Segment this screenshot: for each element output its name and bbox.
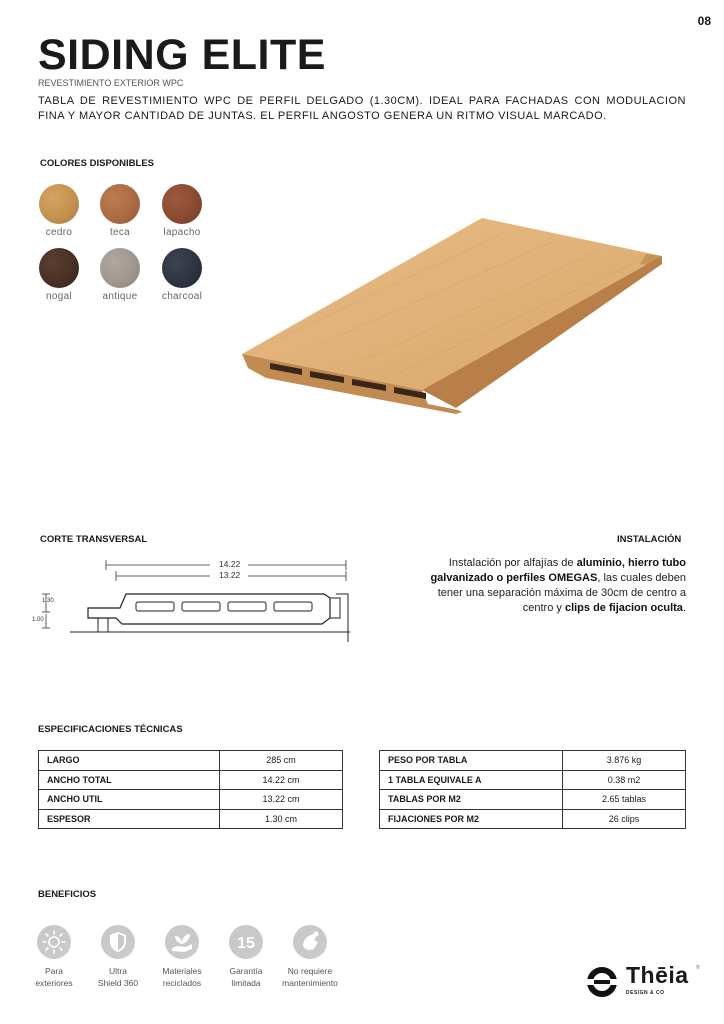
- recycle-hand-icon: [164, 924, 200, 960]
- spec-value: 26 clips: [563, 809, 686, 829]
- shield-icon: [100, 924, 136, 960]
- swatch-label: antique: [102, 291, 138, 302]
- colors-heading: COLORES DISPONIBLES: [40, 158, 155, 169]
- swatch-label: lapacho: [163, 227, 201, 238]
- specs-table-left: [38, 750, 343, 829]
- spec-value: 2.65 tablas: [563, 790, 686, 810]
- color-swatch-charcoal: [151, 248, 213, 302]
- page-title: SIDING ELITE: [38, 31, 326, 79]
- swatch-label: nogal: [46, 291, 72, 302]
- spec-value: 285 cm: [220, 751, 343, 771]
- install-bold-1: aluminio, hierro tubo galvanizado o perfiles OMEGAS: [430, 557, 686, 584]
- swatch-label: teca: [109, 227, 131, 238]
- spec-value: 3.876 kg: [563, 751, 686, 771]
- spec-label: ESPESOR: [39, 809, 220, 829]
- swatch-circle: [100, 184, 140, 224]
- spec-label: FIJACIONES POR M2: [380, 809, 563, 829]
- install-text-2: , las cuales deben tener una separación máxima de 30cm de centro a centro y: [437, 572, 686, 614]
- spec-value: 14.22 cm: [220, 770, 343, 790]
- swatch-circle: [162, 184, 202, 224]
- benefit-shield: [82, 924, 154, 989]
- installation-text: [414, 556, 686, 616]
- brand-logo: [586, 962, 706, 1004]
- benefit-label: Materiales reciclados: [162, 966, 202, 988]
- install-bold-2: clips de fijacion oculta: [564, 602, 683, 614]
- table-row: [39, 790, 343, 810]
- specs-table-right: [379, 750, 686, 829]
- sun-snow-icon: [36, 924, 72, 960]
- swatch-label: cedro: [45, 227, 73, 238]
- benefit-garantia: [210, 924, 282, 989]
- table-row: [380, 809, 686, 829]
- color-swatch-cedro: [28, 184, 90, 238]
- swatch-circle: [39, 248, 79, 288]
- no-maintenance-icon: [292, 924, 328, 960]
- benefit-label: Para exteriores: [35, 966, 73, 988]
- subtitle: REVESTIMIENTO EXTERIOR WPC: [38, 78, 184, 88]
- spec-value: 1.30 cm: [220, 809, 343, 829]
- product-description: TABLA DE REVESTIMIENTO WPC DE PERFIL DELGADO (1.30CM). IDEAL PARA FACHADAS CON MODULACION FINA Y MAYOR CANTIDAD DE JUNTAS. EL PERFIL ANGOSTO GENERA UN RITMO VISUAL MARCADO.: [38, 95, 686, 122]
- color-swatch-nogal: [28, 248, 90, 302]
- dim-height-2: 1.00: [32, 617, 44, 623]
- table-row: [39, 809, 343, 829]
- table-row: [380, 790, 686, 810]
- warranty-15-icon: [228, 924, 264, 960]
- spec-label: ANCHO UTIL: [39, 790, 220, 810]
- table-row: [380, 751, 686, 771]
- page-number: 08: [697, 14, 711, 28]
- swatch-circle: [162, 248, 202, 288]
- swatch-label: charcoal: [161, 291, 203, 302]
- color-swatch-lapacho: [151, 184, 213, 238]
- spec-label: PESO POR TABLA: [380, 751, 563, 771]
- cross-section-drawing: [30, 552, 354, 648]
- spec-label: TABLAS POR M2: [380, 790, 563, 810]
- benefit-reciclados: [146, 924, 218, 989]
- color-swatch-antique: [89, 248, 151, 302]
- benefit-mantenimiento: [274, 924, 346, 989]
- install-text-1: Instalación por alfajías de: [448, 557, 577, 569]
- benefits-heading: BENEFICIOS: [38, 889, 97, 900]
- table-row: [39, 751, 343, 771]
- table-row: [39, 770, 343, 790]
- spec-label: LARGO: [39, 751, 220, 771]
- spec-value: 0.38 m2: [563, 770, 686, 790]
- table-row: [380, 770, 686, 790]
- benefit-exteriores: [18, 924, 90, 989]
- benefit-label: Garantía limitada: [229, 966, 263, 988]
- benefit-label: No requiere mantenimiento: [282, 966, 338, 988]
- warranty-badge-text: 15: [237, 935, 255, 952]
- spec-label: ANCHO TOTAL: [39, 770, 220, 790]
- logo-registered: ®: [696, 965, 700, 971]
- swatch-circle: [39, 184, 79, 224]
- dim-util: 13.22: [219, 570, 241, 580]
- cross-section-heading: CORTE TRANSVERSAL: [40, 534, 148, 545]
- logo-mark-icon: [586, 966, 618, 998]
- logo-tagline: DESIGN & CO: [626, 990, 665, 996]
- color-swatch-teca: [89, 184, 151, 238]
- benefit-label: Ultra Shield 360: [97, 966, 139, 988]
- dim-height: 1.30: [42, 598, 54, 604]
- logo-name: Thēia: [626, 962, 689, 988]
- dim-total: 14.22: [219, 559, 241, 569]
- product-board-image: [236, 212, 668, 422]
- spec-value: 13.22 cm: [220, 790, 343, 810]
- installation-heading: INSTALACIÓN: [617, 534, 682, 545]
- install-text-3: .: [682, 602, 686, 614]
- spec-label: 1 TABLA EQUIVALE A: [380, 770, 563, 790]
- specs-heading: ESPECIFICACIONES TÉCNICAS: [38, 724, 183, 735]
- swatch-circle: [100, 248, 140, 288]
